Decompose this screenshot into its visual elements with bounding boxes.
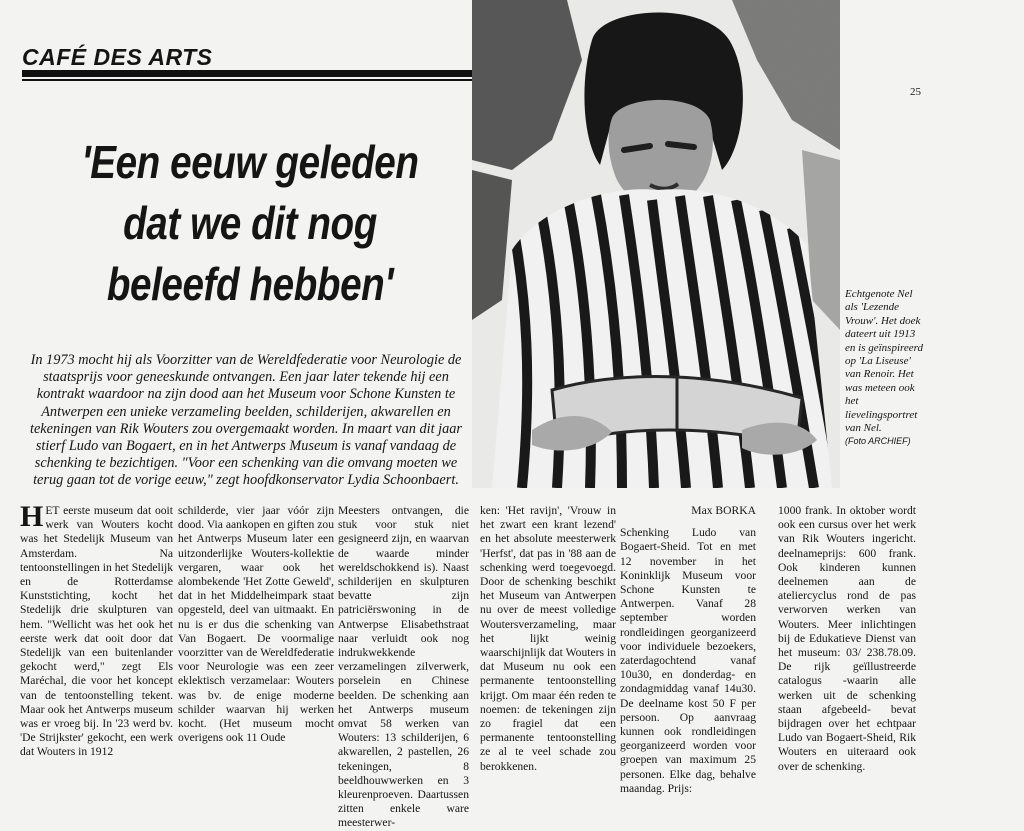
- article-column-1-text: ET eerste museum dat ooit werk van Wouters kocht was het Stedelijk Museum van Amsterdam. Na tentoonstellingen in het Stedelijk en de Rotterdamse Kunststichting, kocht het Stedelijk drie skulpturen van hem. "Wellicht was het ook het eerste werk dat ooit door dat Stedelijk van een buitenlander gekocht werd," zegt Els Maréchal, die voor het koncept van de tentoonstelling tekent. Maar ook het Antwerps museum was er vroeg bij. In '23 werd bv. 'De Strijkster' gekocht, een werk dat Wouters in 1912: [20, 504, 173, 759]
- page-number: 25: [910, 86, 921, 98]
- byline: Max BORKA: [691, 504, 756, 517]
- section-rule-thin: [22, 79, 472, 81]
- article-column-3: Meesters ontvangen, die stuk voor stuk niet gesigneerd zijn, en waarvan de waarde minder wereldschokkend is). Naast schilderijen en skulpturen bevatte zijn patriciërswoning in de Antwerpse Elisabethstraat naar verluidt ook nog indrukwekkende verzamelingen zilverwerk, porselein en Chinese beelden. De schenking aan het Antwerps museum omvat 58 werken van Wouters: 13 schilderijen, 6 akwarellen, 2 pastellen, 26 tekeningen, 8 beeldhouwwerken en 3 kleurenproeven. Daartussen zitten enkele ware meesterwer-: [338, 504, 469, 830]
- headline-line: dat we dit nog: [123, 197, 377, 249]
- painting-illustration: [472, 0, 840, 488]
- article-column-5: [620, 504, 756, 795]
- photo-credit: (Foto ARCHIEF): [845, 436, 911, 447]
- painting-photo: [472, 0, 840, 488]
- section-rule: [22, 70, 472, 77]
- article-column-6: 1000 frank. In oktober wordt ook een cursus over het werk van Rik Wouters ingericht. deelnameprijs: 600 frank. Ook kinderen kunnen deelnemen aan de ateliercyclus rond de pas verworven werken van Wouters. Meer inlichtingen bij de Edukatieve Dienst van het museum: 03/ 238.78.09. De rijk geïllustreerde catalogus -waarin alle werken uit de schenking staan afgebeeld- bevat bijdragen over het echtpaar Ludo van Bogaert-Sheid, Rik Wouters en uiteraard ook over de schenking.: [778, 504, 916, 773]
- intro-paragraph: In 1973 mocht hij als Voorzitter van de Wereldfederatie voor Neurologie de staatsprijs voor geneeskunde ontvangen. Een jaar later tekende hij een kontrakt waardoor na zijn dood aan het Museum voor Schone Kunsten te Antwerpen een unieke verzameling beelden, schilderijen, akwarellen en tekeningen van Rik Wouters zou overgemaakt worden. In maart van dit jaar stierf Ludo van Bogaert, en in het Antwerps Museum is vanaf vandaag de schenking te bezichtigen. "Voor een schenking van die omvang moeten we terug gaan tot de vorige eeuw," zegt hoofdkonservator Lydia Schoonbaert.: [29, 352, 462, 489]
- headline: [74, 132, 427, 315]
- headline-line: beleefd hebben': [106, 258, 394, 310]
- article-column-4: ken: 'Het ravijn', 'Vrouw in het zwart een krant lezend' en het absolute meesterwerk 'Herfst', dat pas in '88 aan de schenking werd toegevoegd. Door de schenking beschikt het Museum van Antwerpen nu over de meest volledige Woutersverzameling, maar het lijkt weinig waarschijnlijk dat Wouters in dat Museum nu ook een permanente tentoonstelling krijgt. Om maar één reden te noemen: de tekeningen zijn zo fragiel dat een permanente tentoonstelling ze al te veel schade zou berokkenen.: [480, 504, 616, 773]
- article-column-1: [20, 500, 173, 759]
- article-column-2: schilderde, vier jaar vóór zijn dood. Via aankopen en giften zou het Antwerps Museum later een uitzonderlijke Wouters-kollektie vergaren, waar ook het alombekende 'Het Zotte Geweld', dat in het Middelheimpark staat opgesteld, deel van uitmaakt. En nu is er dus die schenking van Van Bogaert. De voormalige voorzitter van de Wereldfederatie voor Neurologie was een zeer eklektisch verzamelaar: Wouters was bv. de enige moderne schilder waarvan hij werken kocht. (Het museum mocht overigens ook 11 Oude: [178, 504, 334, 745]
- photo-caption: [845, 288, 925, 449]
- dropcap: H: [20, 500, 44, 533]
- caption-text: Echtgenote Nel als 'Lezende Vrouw'. Het doek dateert uit 1913 en is geïnspireerd op 'La Liseuse' van Renoir. Het was meteen ook het lievelingsportret van Nel.: [845, 288, 924, 435]
- headline-line: 'Een eeuw geleden: [81, 136, 419, 188]
- section-title: CAFÉ DES ARTS: [22, 44, 213, 70]
- article-column-5-text: Schenking Ludo van Bogaert-Sheid. Tot en met 12 november in het Koninklijk Museum voor Schone Kunsten te Antwerpen. Vanaf 28 september worden rondleidingen georganizeerd voor individuele bezoekers, zaterdagochtend vanaf 10u30, en donderdag- en zondagmiddag vanaf 14u30. De deelname kost 50 F per persoon. Op aanvraag kunnen ook rondleidingen georganizeerd worden voor groepen van maximum 25 personen. Elke dag, behalve maandag. Prijs:: [620, 526, 756, 795]
